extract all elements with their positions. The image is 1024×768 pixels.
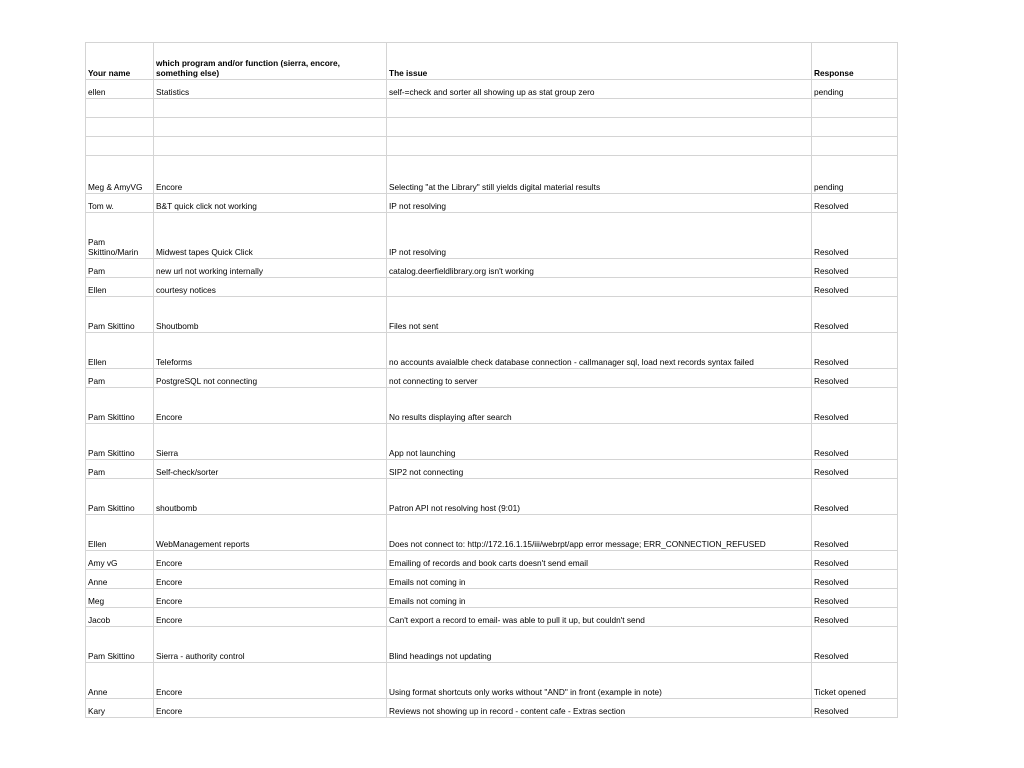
cell-name: Ellen xyxy=(86,515,154,551)
cell-name: Pam xyxy=(86,460,154,479)
cell-issue: not connecting to server xyxy=(387,369,812,388)
cell-response xyxy=(812,137,898,156)
cell-program: Encore xyxy=(154,699,387,718)
cell-response: Ticket opened xyxy=(812,663,898,699)
issues-table xyxy=(85,42,898,718)
cell-response: Resolved xyxy=(812,589,898,608)
cell-issue: App not launching xyxy=(387,424,812,460)
cell-issue: Using format shortcuts only works without "AND" in front (example in note) xyxy=(387,663,812,699)
cell-response: pending xyxy=(812,156,898,194)
table-row xyxy=(86,194,898,213)
cell-response: Resolved xyxy=(812,369,898,388)
table-row xyxy=(86,297,898,333)
cell-response: Resolved xyxy=(812,259,898,278)
cell-program: Encore xyxy=(154,156,387,194)
cell-response: Resolved xyxy=(812,424,898,460)
cell-name: Pam Skittino xyxy=(86,627,154,663)
cell-name: Pam Skittino xyxy=(86,297,154,333)
cell-response: Resolved xyxy=(812,278,898,297)
table-row xyxy=(86,608,898,627)
cell-program: Sierra xyxy=(154,424,387,460)
cell-issue: no accounts avaialble check database connection - callmanager sql, load next records syntax failed xyxy=(387,333,812,369)
cell-program: PostgreSQL not connecting xyxy=(154,369,387,388)
cell-issue: SIP2 not connecting xyxy=(387,460,812,479)
cell-name xyxy=(86,118,154,137)
cell-program xyxy=(154,137,387,156)
cell-program: Encore xyxy=(154,589,387,608)
cell-program xyxy=(154,118,387,137)
cell-program: Encore xyxy=(154,551,387,570)
cell-issue: IP not resolving xyxy=(387,194,812,213)
table-row xyxy=(86,80,898,99)
cell-program: Sierra - authority control xyxy=(154,627,387,663)
table-row xyxy=(86,479,898,515)
table-row xyxy=(86,388,898,424)
table-row xyxy=(86,259,898,278)
cell-issue: Does not connect to: http://172.16.1.15/iii/webrpt/app error message; ERR_CONNECTION_REFUSED xyxy=(387,515,812,551)
table-row xyxy=(86,589,898,608)
cell-program: Teleforms xyxy=(154,333,387,369)
cell-response: Resolved xyxy=(812,479,898,515)
cell-issue: Selecting "at the Library" still yields digital material results xyxy=(387,156,812,194)
cell-program: Encore xyxy=(154,570,387,589)
cell-response: Resolved xyxy=(812,460,898,479)
cell-response: Resolved xyxy=(812,551,898,570)
cell-program: WebManagement reports xyxy=(154,515,387,551)
cell-name: Anne xyxy=(86,570,154,589)
cell-response: Resolved xyxy=(812,515,898,551)
cell-response: Resolved xyxy=(812,627,898,663)
cell-name: Jacob xyxy=(86,608,154,627)
header-your-name: Your name xyxy=(86,43,154,80)
table-row xyxy=(86,460,898,479)
cell-name: Meg & AmyVG xyxy=(86,156,154,194)
cell-program: Midwest tapes Quick Click xyxy=(154,213,387,259)
cell-program: Statistics xyxy=(154,80,387,99)
cell-name: Amy vG xyxy=(86,551,154,570)
cell-program: Self-check/sorter xyxy=(154,460,387,479)
cell-issue xyxy=(387,118,812,137)
cell-issue: Emails not coming in xyxy=(387,570,812,589)
table-row xyxy=(86,369,898,388)
cell-issue: Emailing of records and book carts doesn't send email xyxy=(387,551,812,570)
cell-name: Anne xyxy=(86,663,154,699)
cell-name: ellen xyxy=(86,80,154,99)
cell-issue: IP not resolving xyxy=(387,213,812,259)
cell-program: new url not working internally xyxy=(154,259,387,278)
cell-name xyxy=(86,99,154,118)
cell-issue: Reviews not showing up in record - content cafe - Extras section xyxy=(387,699,812,718)
table-row xyxy=(86,137,898,156)
header-response: Response xyxy=(812,43,898,80)
cell-response: Resolved xyxy=(812,213,898,259)
header-program: which program and/or function (sierra, encore, something else) xyxy=(154,43,387,80)
cell-name: Ellen xyxy=(86,333,154,369)
cell-name: Pam xyxy=(86,259,154,278)
cell-program: courtesy notices xyxy=(154,278,387,297)
header-row xyxy=(86,43,898,80)
cell-issue: catalog.deerfieldlibrary.org isn't working xyxy=(387,259,812,278)
cell-program: Encore xyxy=(154,388,387,424)
cell-issue: Blind headings not updating xyxy=(387,627,812,663)
cell-response: Resolved xyxy=(812,194,898,213)
cell-program: shoutbomb xyxy=(154,479,387,515)
table-row xyxy=(86,118,898,137)
table-row xyxy=(86,627,898,663)
table-row xyxy=(86,333,898,369)
cell-issue: self-=check and sorter all showing up as stat group zero xyxy=(387,80,812,99)
cell-issue: Patron API not resolving host (9:01) xyxy=(387,479,812,515)
cell-issue xyxy=(387,137,812,156)
table-row xyxy=(86,515,898,551)
cell-issue: Emails not coming in xyxy=(387,589,812,608)
cell-program: Encore xyxy=(154,663,387,699)
table-row xyxy=(86,424,898,460)
cell-response: Resolved xyxy=(812,570,898,589)
cell-name: Pam Skittino xyxy=(86,388,154,424)
cell-name: Kary xyxy=(86,699,154,718)
cell-program: B&T quick click not working xyxy=(154,194,387,213)
table-row xyxy=(86,570,898,589)
cell-issue: Files not sent xyxy=(387,297,812,333)
table-row xyxy=(86,213,898,259)
cell-program: Encore xyxy=(154,608,387,627)
cell-program: Shoutbomb xyxy=(154,297,387,333)
table-row xyxy=(86,278,898,297)
table-row xyxy=(86,663,898,699)
table-row xyxy=(86,551,898,570)
cell-name: Ellen xyxy=(86,278,154,297)
cell-name xyxy=(86,137,154,156)
cell-name: Tom w. xyxy=(86,194,154,213)
cell-issue xyxy=(387,278,812,297)
cell-response xyxy=(812,99,898,118)
cell-response: Resolved xyxy=(812,297,898,333)
cell-program xyxy=(154,99,387,118)
table-row xyxy=(86,156,898,194)
cell-response: Resolved xyxy=(812,699,898,718)
cell-name: Pam xyxy=(86,369,154,388)
cell-name: Pam Skittino/Marin xyxy=(86,213,154,259)
cell-response: Resolved xyxy=(812,333,898,369)
table-row xyxy=(86,99,898,118)
cell-issue: No results displaying after search xyxy=(387,388,812,424)
cell-response: pending xyxy=(812,80,898,99)
cell-name: Pam Skittino xyxy=(86,424,154,460)
header-issue: The issue xyxy=(387,43,812,80)
cell-response xyxy=(812,118,898,137)
cell-name: Pam Skittino xyxy=(86,479,154,515)
cell-issue: Can't export a record to email- was able to pull it up, but couldn't send xyxy=(387,608,812,627)
cell-issue xyxy=(387,99,812,118)
table-row xyxy=(86,699,898,718)
cell-response: Resolved xyxy=(812,388,898,424)
cell-name: Meg xyxy=(86,589,154,608)
cell-response: Resolved xyxy=(812,608,898,627)
